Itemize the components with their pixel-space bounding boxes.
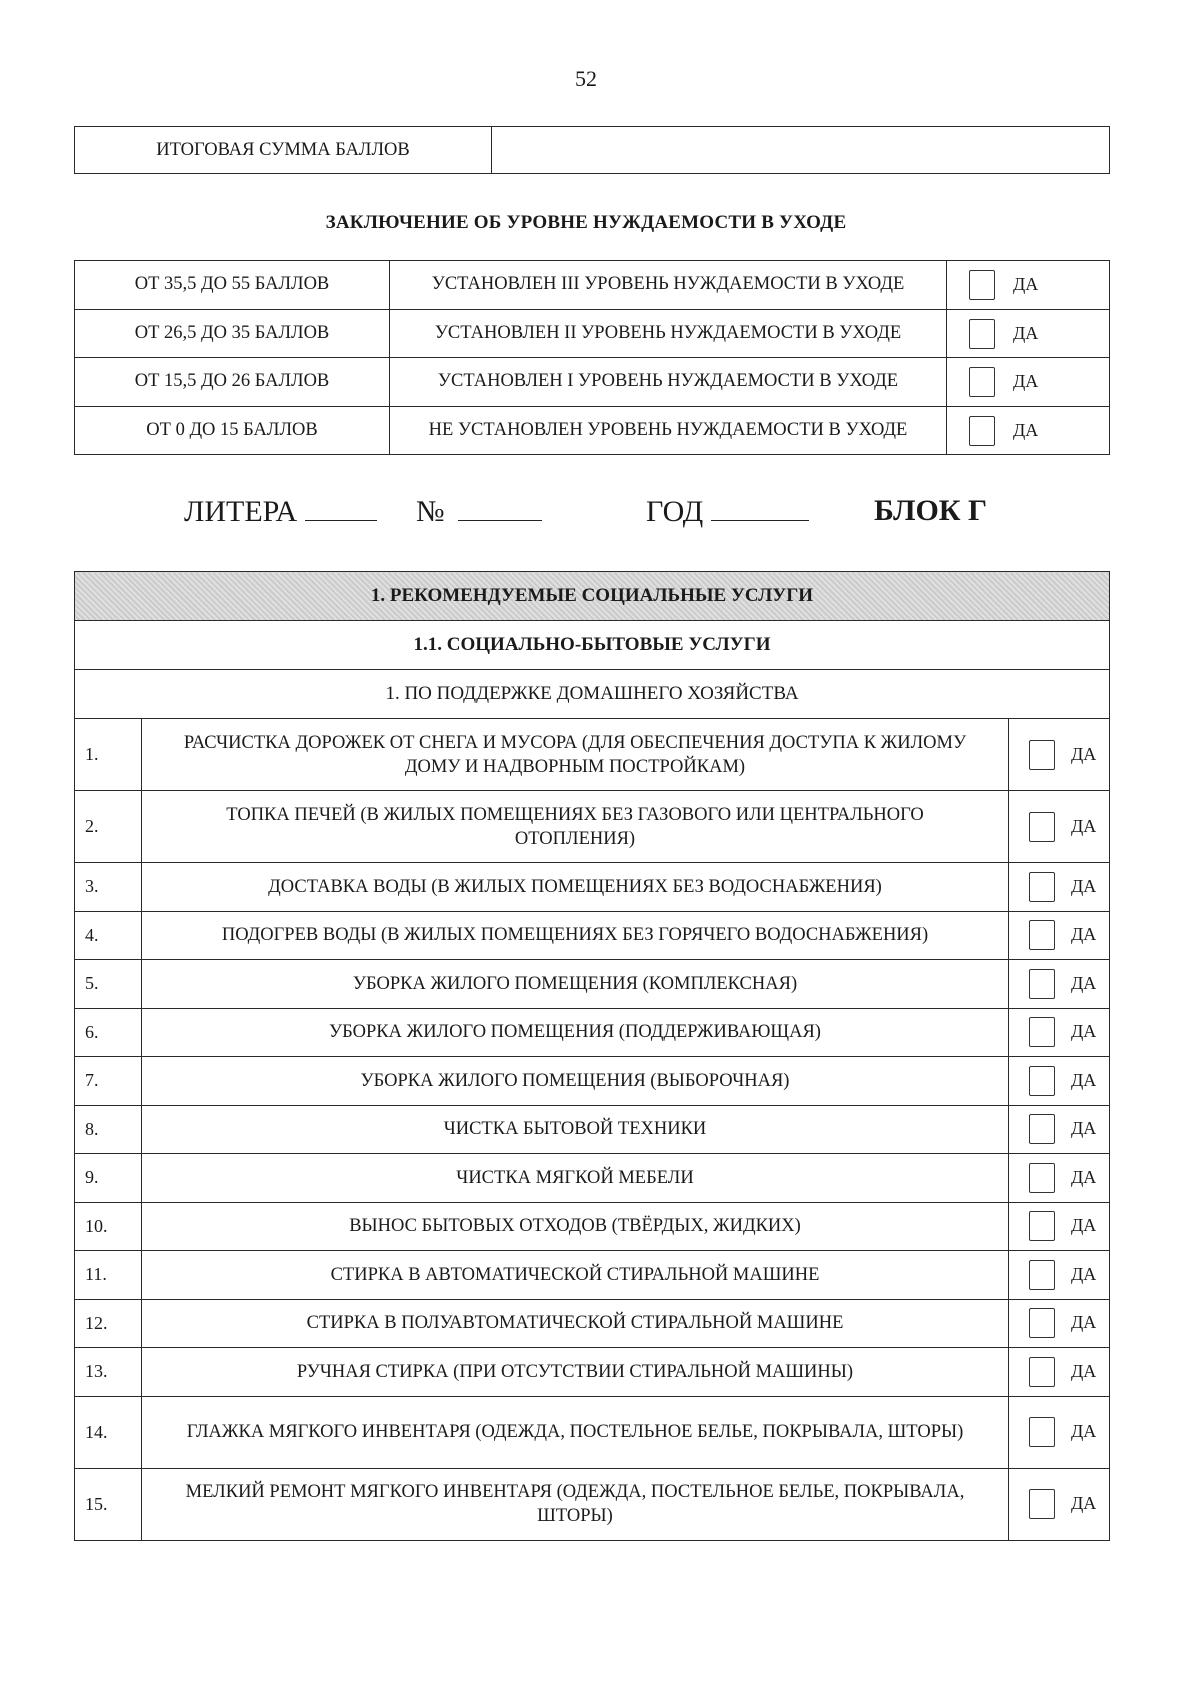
- litera-line: [184, 494, 1024, 534]
- yes-checkbox[interactable]: [1029, 1211, 1055, 1241]
- service-number: 10.: [75, 1202, 142, 1251]
- yes-label: ДА: [1013, 322, 1039, 343]
- service-number: 8.: [75, 1105, 142, 1154]
- total-score-table: [74, 126, 1110, 174]
- yes-cell: [1009, 791, 1110, 863]
- litera-label: ЛИТЕРА: [184, 495, 298, 528]
- score-range: ОТ 26,5 ДО 35 БАЛЛОВ: [75, 309, 390, 358]
- service-row: [75, 1154, 1110, 1203]
- yes-cell: [1009, 1105, 1110, 1154]
- service-text: УБОРКА ЖИЛОГО ПОМЕЩЕНИЯ (КОМПЛЕКСНАЯ): [142, 960, 1009, 1009]
- service-row: [75, 1105, 1110, 1154]
- service-text: ЧИСТКА МЯГКОЙ МЕБЕЛИ: [142, 1154, 1009, 1203]
- service-row: [75, 1299, 1110, 1348]
- conclusion-table: [74, 260, 1110, 455]
- yes-cell: [1009, 1396, 1110, 1468]
- yes-cell: [1009, 719, 1110, 791]
- service-text: ДОСТАВКА ВОДЫ (В ЖИЛЫХ ПОМЕЩЕНИЯХ БЕЗ ВОДОСНАБЖЕНИЯ): [142, 863, 1009, 912]
- service-number: 12.: [75, 1299, 142, 1348]
- subsection-header: 1.1. СОЦИАЛЬНО-БЫТОВЫЕ УСЛУГИ: [75, 621, 1110, 670]
- yes-checkbox[interactable]: [1029, 1163, 1055, 1193]
- service-text: ТОПКА ПЕЧЕЙ (В ЖИЛЫХ ПОМЕЩЕНИЯХ БЕЗ ГАЗОВОГО ИЛИ ЦЕНТРАЛЬНОГО ОТОПЛЕНИЯ): [142, 791, 1009, 863]
- service-text: ВЫНОС БЫТОВЫХ ОТХОДОВ (ТВЁРДЫХ, ЖИДКИХ): [142, 1202, 1009, 1251]
- services-table: [74, 571, 1110, 1541]
- score-range: ОТ 0 ДО 15 БАЛЛОВ: [75, 406, 390, 455]
- yes-checkbox[interactable]: [1029, 1260, 1055, 1290]
- service-row: [75, 960, 1110, 1009]
- total-score-value[interactable]: [492, 127, 1110, 174]
- service-text: МЕЛКИЙ РЕМОНТ МЯГКОГО ИНВЕНТАРЯ (ОДЕЖДА, ПОСТЕЛЬНОЕ БЕЛЬЕ, ПОКРЫВАЛА, ШТОРЫ): [142, 1468, 1009, 1540]
- yes-label: ДА: [1071, 815, 1097, 836]
- yes-checkbox[interactable]: [1029, 1017, 1055, 1047]
- number-label: №: [416, 495, 445, 528]
- service-number: 7.: [75, 1057, 142, 1106]
- yes-label: ДА: [1071, 1493, 1097, 1513]
- yes-label: ДА: [1071, 1312, 1097, 1333]
- score-range: ОТ 35,5 ДО 55 БАЛЛОВ: [75, 261, 390, 310]
- service-number: 3.: [75, 863, 142, 912]
- service-number: 11.: [75, 1251, 142, 1300]
- yes-checkbox[interactable]: [1029, 1066, 1055, 1096]
- yes-checkbox[interactable]: [1029, 969, 1055, 999]
- service-number: 5.: [75, 960, 142, 1009]
- service-row: [75, 1057, 1110, 1106]
- yes-checkbox[interactable]: [1029, 812, 1055, 842]
- service-text: СТИРКА В АВТОМАТИЧЕСКОЙ СТИРАЛЬНОЙ МАШИНЕ: [142, 1251, 1009, 1300]
- yes-checkbox[interactable]: [1029, 740, 1055, 770]
- yes-cell: [1009, 1468, 1110, 1540]
- service-row: [75, 791, 1110, 863]
- yes-checkbox[interactable]: [1029, 1114, 1055, 1144]
- service-number: 4.: [75, 911, 142, 960]
- service-number: 15.: [75, 1468, 142, 1540]
- service-text: УБОРКА ЖИЛОГО ПОМЕЩЕНИЯ (ПОДДЕРЖИВАЮЩАЯ): [142, 1008, 1009, 1057]
- total-score-label: ИТОГОВАЯ СУММА БАЛЛОВ: [75, 127, 492, 174]
- yes-label: ДА: [1013, 274, 1039, 294]
- service-text: РУЧНАЯ СТИРКА (ПРИ ОТСУТСТВИИ СТИРАЛЬНОЙ МАШИНЫ): [142, 1348, 1009, 1397]
- yes-cell: [1009, 863, 1110, 912]
- yes-checkbox[interactable]: [1029, 1489, 1055, 1519]
- level-description: УСТАНОВЛЕН II УРОВЕНЬ НУЖДАЕМОСТИ В УХОДЕ: [390, 309, 947, 358]
- yes-cell: [947, 309, 1110, 358]
- service-row: [75, 1348, 1110, 1397]
- service-number: 9.: [75, 1154, 142, 1203]
- service-text: ЧИСТКА БЫТОВОЙ ТЕХНИКИ: [142, 1105, 1009, 1154]
- yes-cell: [1009, 1057, 1110, 1106]
- conclusion-row: [75, 261, 1110, 310]
- yes-checkbox[interactable]: [1029, 1308, 1055, 1338]
- service-row: [75, 1468, 1110, 1540]
- yes-checkbox[interactable]: [969, 270, 995, 300]
- yes-checkbox[interactable]: [1029, 872, 1055, 902]
- service-row: [75, 863, 1110, 912]
- level-description: НЕ УСТАНОВЛЕН УРОВЕНЬ НУЖДАЕМОСТИ В УХОДЕ: [390, 406, 947, 455]
- yes-cell: [1009, 911, 1110, 960]
- yes-cell: [947, 358, 1110, 407]
- yes-cell: [1009, 1202, 1110, 1251]
- yes-checkbox[interactable]: [1029, 920, 1055, 950]
- service-row: [75, 911, 1110, 960]
- section-header: 1. РЕКОМЕНДУЕМЫЕ СОЦИАЛЬНЫЕ УСЛУГИ: [75, 572, 1110, 621]
- service-row: [75, 1008, 1110, 1057]
- service-number: 6.: [75, 1008, 142, 1057]
- service-text: ГЛАЖКА МЯГКОГО ИНВЕНТАРЯ (ОДЕЖДА, ПОСТЕЛЬНОЕ БЕЛЬЕ, ПОКРЫВАЛА, ШТОРЫ): [142, 1396, 1009, 1468]
- service-number: 13.: [75, 1348, 142, 1397]
- yes-cell: [947, 406, 1110, 455]
- block-label: БЛОК Г: [874, 494, 988, 527]
- level-description: УСТАНОВЛЕН III УРОВЕНЬ НУЖДАЕМОСТИ В УХОДЕ: [390, 261, 947, 310]
- conclusion-row: [75, 309, 1110, 358]
- year-label: ГОД: [646, 495, 704, 528]
- number-field[interactable]: [458, 494, 542, 521]
- service-row: [75, 1202, 1110, 1251]
- yes-label: ДА: [1071, 1069, 1097, 1090]
- conclusion-title: ЗАКЛЮЧЕНИЕ ОБ УРОВНЕ НУЖДАЕМОСТИ В УХОДЕ: [325, 212, 847, 233]
- service-text: РАСЧИСТКА ДОРОЖЕК ОТ СНЕГА И МУСОРА (ДЛЯ ОБЕСПЕЧЕНИЯ ДОСТУПА К ЖИЛОМУ ДОМУ И НАДВОРНЫМ ПОСТРОЙКАМ): [142, 719, 1009, 791]
- yes-checkbox[interactable]: [969, 319, 995, 349]
- yes-label: ДА: [1071, 972, 1097, 993]
- yes-cell: [1009, 1348, 1110, 1397]
- yes-label: ДА: [1071, 1021, 1097, 1042]
- service-text: СТИРКА В ПОЛУАВТОМАТИЧЕСКОЙ СТИРАЛЬНОЙ МАШИНЕ: [142, 1299, 1009, 1348]
- litera-field[interactable]: [305, 494, 377, 521]
- yes-checkbox[interactable]: [969, 416, 995, 446]
- service-number: 2.: [75, 791, 142, 863]
- level-description: УСТАНОВЛЕН I УРОВЕНЬ НУЖДАЕМОСТИ В УХОДЕ: [390, 358, 947, 407]
- year-field[interactable]: [711, 494, 809, 521]
- category-header: 1. ПО ПОДДЕРЖКЕ ДОМАШНЕГО ХОЗЯЙСТВА: [75, 670, 1110, 719]
- yes-cell: [1009, 1251, 1110, 1300]
- yes-label: ДА: [1071, 1118, 1097, 1139]
- service-row: [75, 719, 1110, 791]
- yes-label: ДА: [1071, 1263, 1097, 1284]
- conclusion-row: [75, 358, 1110, 407]
- yes-cell: [1009, 1299, 1110, 1348]
- yes-cell: [1009, 1008, 1110, 1057]
- service-row: [75, 1396, 1110, 1468]
- yes-checkbox[interactable]: [1029, 1357, 1055, 1387]
- service-text: УБОРКА ЖИЛОГО ПОМЕЩЕНИЯ (ВЫБОРОЧНАЯ): [142, 1057, 1009, 1106]
- score-range: ОТ 15,5 ДО 26 БАЛЛОВ: [75, 358, 390, 407]
- yes-label: ДА: [1013, 419, 1039, 440]
- yes-label: ДА: [1013, 371, 1039, 391]
- yes-label: ДА: [1071, 924, 1097, 945]
- service-number: 1.: [75, 719, 142, 791]
- conclusion-row: [75, 406, 1110, 455]
- yes-cell: [947, 261, 1110, 310]
- yes-checkbox[interactable]: [1029, 1417, 1055, 1447]
- page-number: 52: [575, 66, 597, 91]
- service-row: [75, 1251, 1110, 1300]
- yes-cell: [1009, 960, 1110, 1009]
- yes-label: ДА: [1071, 1421, 1097, 1441]
- yes-label: ДА: [1071, 1215, 1097, 1236]
- yes-label: ДА: [1071, 1360, 1097, 1381]
- yes-label: ДА: [1071, 875, 1097, 896]
- service-text: ПОДОГРЕВ ВОДЫ (В ЖИЛЫХ ПОМЕЩЕНИЯХ БЕЗ ГОРЯЧЕГО ВОДОСНАБЖЕНИЯ): [142, 911, 1009, 960]
- service-number: 14.: [75, 1396, 142, 1468]
- yes-cell: [1009, 1154, 1110, 1203]
- yes-checkbox[interactable]: [969, 367, 995, 397]
- yes-label: ДА: [1071, 1166, 1097, 1187]
- yes-label: ДА: [1071, 743, 1097, 764]
